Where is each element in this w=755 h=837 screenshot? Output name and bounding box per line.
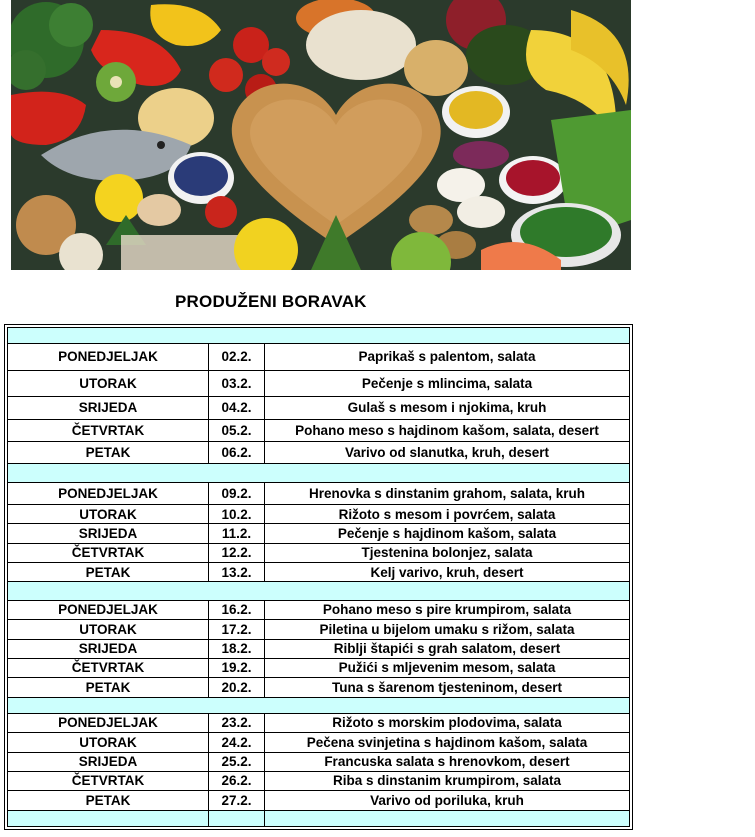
meal-cell: Paprikaš s palentom, salata — [265, 344, 630, 370]
date-cell: 13.2. — [209, 563, 265, 582]
date-cell: 26.2. — [209, 771, 265, 790]
day-cell: UTORAK — [8, 620, 209, 639]
date-cell: 20.2. — [209, 678, 265, 697]
week-separator-row — [8, 328, 630, 344]
week-separator-row — [8, 697, 630, 713]
day-cell: PETAK — [8, 791, 209, 810]
meal-cell: Rižoto s morskim plodovima, salata — [265, 713, 630, 732]
date-cell: 18.2. — [209, 639, 265, 658]
food-illustration — [11, 0, 631, 270]
date-cell: 17.2. — [209, 620, 265, 639]
date-cell: 11.2. — [209, 524, 265, 543]
table-row — [8, 752, 630, 771]
meal-cell: Varivo od slanutka, kruh, desert — [265, 442, 630, 464]
meal-cell: Varivo od poriluka, kruh — [265, 791, 630, 810]
week-separator-cell — [8, 697, 630, 713]
meal-cell: Pužići s mljevenim mesom, salata — [265, 658, 630, 677]
day-cell: SRIJEDA — [8, 397, 209, 419]
table-row — [8, 678, 630, 697]
day-cell: SRIJEDA — [8, 752, 209, 771]
meal-cell: Gulaš s mesom i njokima, kruh — [265, 397, 630, 419]
table-row — [8, 639, 630, 658]
table-row — [8, 771, 630, 790]
meal-cell: Rižoto s mesom i povrćem, salata — [265, 505, 630, 524]
date-cell: 03.2. — [209, 370, 265, 396]
date-cell: 09.2. — [209, 482, 265, 504]
day-cell: ČETVRTAK — [8, 543, 209, 562]
meal-cell: Pohano meso s pire krumpirom, salata — [265, 600, 630, 619]
hero-food-image — [11, 0, 631, 270]
table-row — [8, 442, 630, 464]
date-cell: 25.2. — [209, 752, 265, 771]
table-row — [8, 713, 630, 732]
date-cell: 05.2. — [209, 419, 265, 441]
menu-table-frame — [4, 324, 633, 830]
day-cell: ČETVRTAK — [8, 771, 209, 790]
week-separator-cell — [8, 810, 209, 826]
day-cell: PONEDJELJAK — [8, 482, 209, 504]
meal-cell: Tuna s šarenom tjesteninom, desert — [265, 678, 630, 697]
meal-cell: Pečena svinjetina s hajdinom kašom, salata — [265, 733, 630, 752]
menu-table — [7, 327, 630, 827]
meal-cell: Francuska salata s hrenovkom, desert — [265, 752, 630, 771]
day-cell: PONEDJELJAK — [8, 344, 209, 370]
date-cell: 27.2. — [209, 791, 265, 810]
date-cell: 10.2. — [209, 505, 265, 524]
day-cell: UTORAK — [8, 505, 209, 524]
date-cell: 04.2. — [209, 397, 265, 419]
day-cell: ČETVRTAK — [8, 419, 209, 441]
day-cell: SRIJEDA — [8, 639, 209, 658]
table-row — [8, 600, 630, 619]
day-cell: PETAK — [8, 563, 209, 582]
table-row — [8, 658, 630, 677]
table-row — [8, 620, 630, 639]
date-cell: 19.2. — [209, 658, 265, 677]
day-cell: SRIJEDA — [8, 524, 209, 543]
day-cell: PONEDJELJAK — [8, 713, 209, 732]
meal-cell: Pečenje s mlincima, salata — [265, 370, 630, 396]
table-row — [8, 524, 630, 543]
day-cell: UTORAK — [8, 733, 209, 752]
date-cell: 16.2. — [209, 600, 265, 619]
table-row — [8, 397, 630, 419]
week-separator-row — [8, 810, 630, 826]
date-cell: 02.2. — [209, 344, 265, 370]
table-row — [8, 344, 630, 370]
week-separator-cell — [209, 810, 265, 826]
week-separator-cell — [8, 464, 630, 482]
table-row — [8, 563, 630, 582]
table-row — [8, 791, 630, 810]
meal-cell: Pohano meso s hajdinom kašom, salata, desert — [265, 419, 630, 441]
menu-table-body — [8, 328, 630, 827]
meal-cell: Piletina u bijelom umaku s rižom, salata — [265, 620, 630, 639]
date-cell: 12.2. — [209, 543, 265, 562]
day-cell: ČETVRTAK — [8, 658, 209, 677]
date-cell: 23.2. — [209, 713, 265, 732]
table-row — [8, 419, 630, 441]
week-separator-row — [8, 464, 630, 482]
table-row — [8, 543, 630, 562]
day-cell: UTORAK — [8, 370, 209, 396]
page-title: PRODUŽENI BORAVAK — [175, 292, 367, 311]
date-cell: 06.2. — [209, 442, 265, 464]
meal-cell: Riblji štapići s grah salatom, desert — [265, 639, 630, 658]
week-separator-cell — [8, 582, 630, 600]
week-separator-row — [8, 582, 630, 600]
meal-cell: Kelj varivo, kruh, desert — [265, 563, 630, 582]
date-cell: 24.2. — [209, 733, 265, 752]
table-row — [8, 482, 630, 504]
table-row — [8, 370, 630, 396]
day-cell: PONEDJELJAK — [8, 600, 209, 619]
meal-cell: Hrenovka s dinstanim grahom, salata, kruh — [265, 482, 630, 504]
day-cell: PETAK — [8, 678, 209, 697]
meal-cell: Pečenje s hajdinom kašom, salata — [265, 524, 630, 543]
day-cell: PETAK — [8, 442, 209, 464]
table-row — [8, 505, 630, 524]
week-separator-cell — [265, 810, 630, 826]
meal-cell: Riba s dinstanim krumpirom, salata — [265, 771, 630, 790]
table-row — [8, 733, 630, 752]
week-separator-cell — [8, 328, 630, 344]
meal-cell: Tjestenina bolonjez, salata — [265, 543, 630, 562]
